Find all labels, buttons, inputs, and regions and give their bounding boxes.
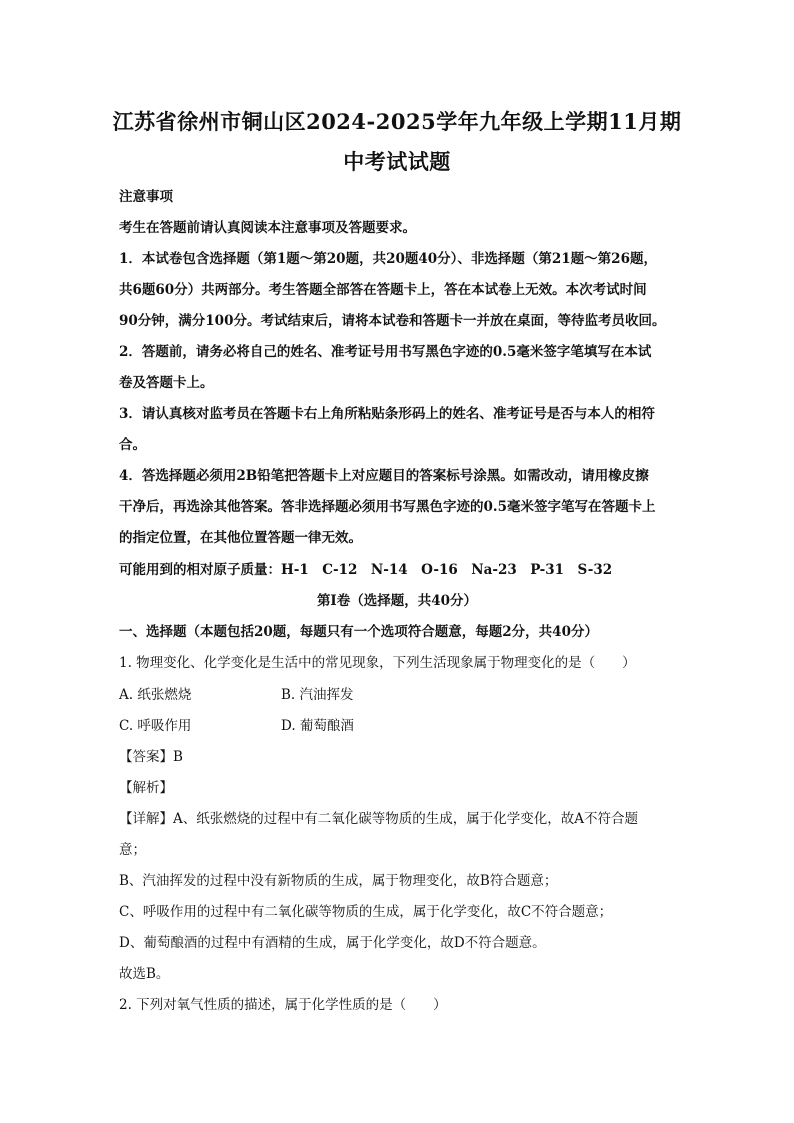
q1-option-a: A. 纸张燃烧 [119, 687, 192, 703]
q1-detail-c: C、呼吸作用的过程中有二氧化碳等物质的生成，属于化学变化，故C不符合题意； [119, 904, 613, 920]
q1-answer: 【答案】B [119, 749, 183, 765]
notice-item4-line1: 4．答选择题必须用2B铅笔把答题卡上对应题目的答案标号涂黑。如需改动，请用橡皮擦 [119, 468, 649, 484]
notice-item3-line2: 合。 [119, 437, 146, 453]
notice-item1-line3: 90分钟，满分100分。考试结束后，请将本试卷和答题卡一并放在桌面，等待监考员收回。 [119, 313, 666, 329]
q1-conclusion: 故选B。 [119, 966, 170, 982]
q1-detail-line2: 意； [119, 842, 146, 858]
q1-option-d: D. 葡萄酿酒 [281, 718, 354, 734]
q1-detail-d: D、葡萄酿酒的过程中有酒精的生成，属于化学变化，故D不符合题意。 [119, 935, 546, 951]
notice-item1-line2: 共6题60分）共两部分。考生答题全部答在答题卡上，答在本试卷上无效。本次考试时间 [119, 282, 647, 298]
exam-title-line1: 江苏省徐州市铜山区2024-2025学年九年级上学期11月期 [112, 109, 682, 134]
notice-item2-line2: 卷及答题卡上。 [119, 375, 214, 391]
q1-detail-b: B、汽油挥发的过程中没有新物质的生成，属于物理变化，故B符合题意； [119, 873, 558, 889]
q1-detail-line1: 【详解】A、纸张燃烧的过程中有二氧化碳等物质的生成，属于化学变化，故A不符合题 [119, 811, 638, 827]
notice-item4-line3: 的指定位置，在其他位置答题一律无效。 [119, 530, 362, 546]
q1-option-c: C. 呼吸作用 [119, 718, 192, 734]
notice-item2-line1: 2．答题前，请务必将自己的姓名、准考证号用书写黑色字迹的0.5毫米签字笔填写在本试 [119, 344, 652, 360]
section1-title: 第Ⅰ卷（选择题，共40分） [316, 593, 478, 609]
atomic-masses: 可能用到的相对原子质量：H-1 C-12 N-14 O-16 Na-23 P-31 S-32 [119, 562, 613, 578]
q1-option-b: B. 汽油挥发 [281, 687, 354, 703]
section1-instructions: 一、选择题（本题包括20题，每题只有一个选项符合题意，每题2分，共40分） [119, 624, 598, 640]
notice-item1-line1: 1．本试卷包含选择题（第1题～第20题，共20题40分）、非选择题（第21题～第26题， [119, 251, 657, 267]
notice-intro: 考生在答题前请认真阅读本注意事项及答题要求。 [119, 220, 416, 236]
q2-stem: 2. 下列对氧气性质的描述，属于化学性质的是（ ） [119, 997, 447, 1013]
notice-item3-line1: 3．请认真核对监考员在答题卡右上角所粘贴条形码上的姓名、准考证号是否与本人的相符 [119, 406, 655, 422]
exam-title-line2: 中考试试题 [343, 149, 451, 174]
q1-stem: 1. 物理变化、化学变化是生活中的常见现象，下列生活现象属于物理变化的是（ ） [119, 655, 636, 671]
q1-analysis-heading: 【解析】 [119, 780, 173, 796]
notice-heading: 注意事项 [119, 189, 173, 205]
notice-item4-line2: 干净后，再选涂其他答案。答非选择题必须用书写黑色字迹的0.5毫米签字笔写在答题卡上 [119, 499, 656, 515]
